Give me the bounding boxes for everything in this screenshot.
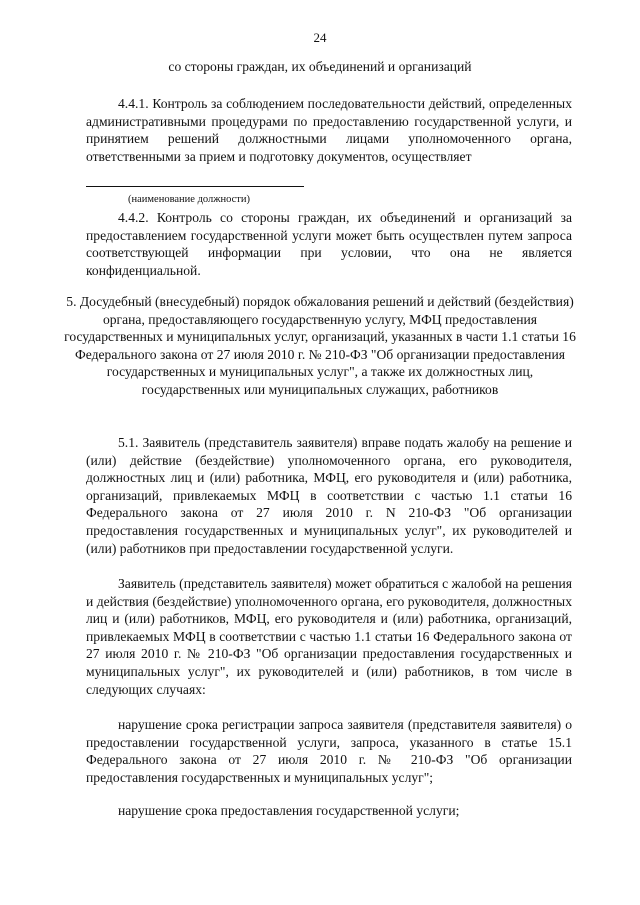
case-registration-violation: нарушение срока регистрации запроса заявителя (представителя заявителя) о предоставлении государственной услуги, запроса, указанного в статье 15.1 Федерального закона от 27 июля 2010 г. № 210-ФЗ "Об организации предоставления государственных и муниципальных услуг"; xyxy=(86,717,572,785)
paragraph-5-1: 5.1. Заявитель (представитель заявителя) вправе подать жалобу на решение и (или) действие (бездействие) уполномоченного органа, его руководителя, должностных лиц и (или) работника, МФЦ, его руководителя и (или) работника, организаций, привлекаемых МФЦ в соответствии с частью 1.1 статьи 16 Федерального закона от 27 июля 2010 г. N 210-ФЗ "Об организации предоставления государственных и муниципальных услуг", их руководителей и (или) работников при предоставлении государственной услуги. xyxy=(86,435,572,556)
blank-caption: (наименование должности) xyxy=(128,194,251,205)
heading-continuation: со стороны граждан, их объединений и организаций xyxy=(168,59,472,74)
section-5-title: 5. Досудебный (внесудебный) порядок обжалования решений и действий (бездействия) органа, предоставляющего государственную услугу, МФЦ предоставления государственных и муниципальных услуг, организаций, указанных в части 1.1 статьи 16 Федерального закона от 27 июля 2010 г. № 210-ФЗ "Об организации предоставления государственных и муниципальных услуг", а также их должностных лиц, государственных или муниципальных служащих, работников xyxy=(64,294,576,397)
paragraph-4-4-1: 4.4.1. Контроль за соблюдением последовательности действий, определенных административными процедурами по предоставлению государственной услуги, и принятием решений должностными лицами уполномоченного органа, ответственными за прием и подготовку документов, осуществляет xyxy=(86,96,572,164)
paragraph-4-4-2: 4.4.2. Контроль со стороны граждан, их объединений и организаций за предоставлением государственной услуги может быть осуществлен путем запроса соответствующей информации при условии, что она не является конфиденциальной. xyxy=(86,210,572,278)
page-number: 24 xyxy=(313,30,327,45)
paragraph-complaint-grounds: Заявитель (представитель заявителя) может обратиться с жалобой на решения и действия (бездействие) уполномоченного органа, его руководителя, должностных лиц и (или) работников, МФЦ, его руководителя и (или) работника, организаций, привлекаемых МФЦ в соответствии с частью 1.1 статьи 16 Федерального закона от 27 июля 2010 г. № 210-ФЗ "Об организации предоставления государственных и муниципальных услуг", их руководителей и (или) работников, в том числе в следующих случаях: xyxy=(86,576,572,697)
position-blank-line xyxy=(86,186,304,187)
case-service-term-violation: нарушение срока предоставления государственной услуги; xyxy=(118,803,460,818)
